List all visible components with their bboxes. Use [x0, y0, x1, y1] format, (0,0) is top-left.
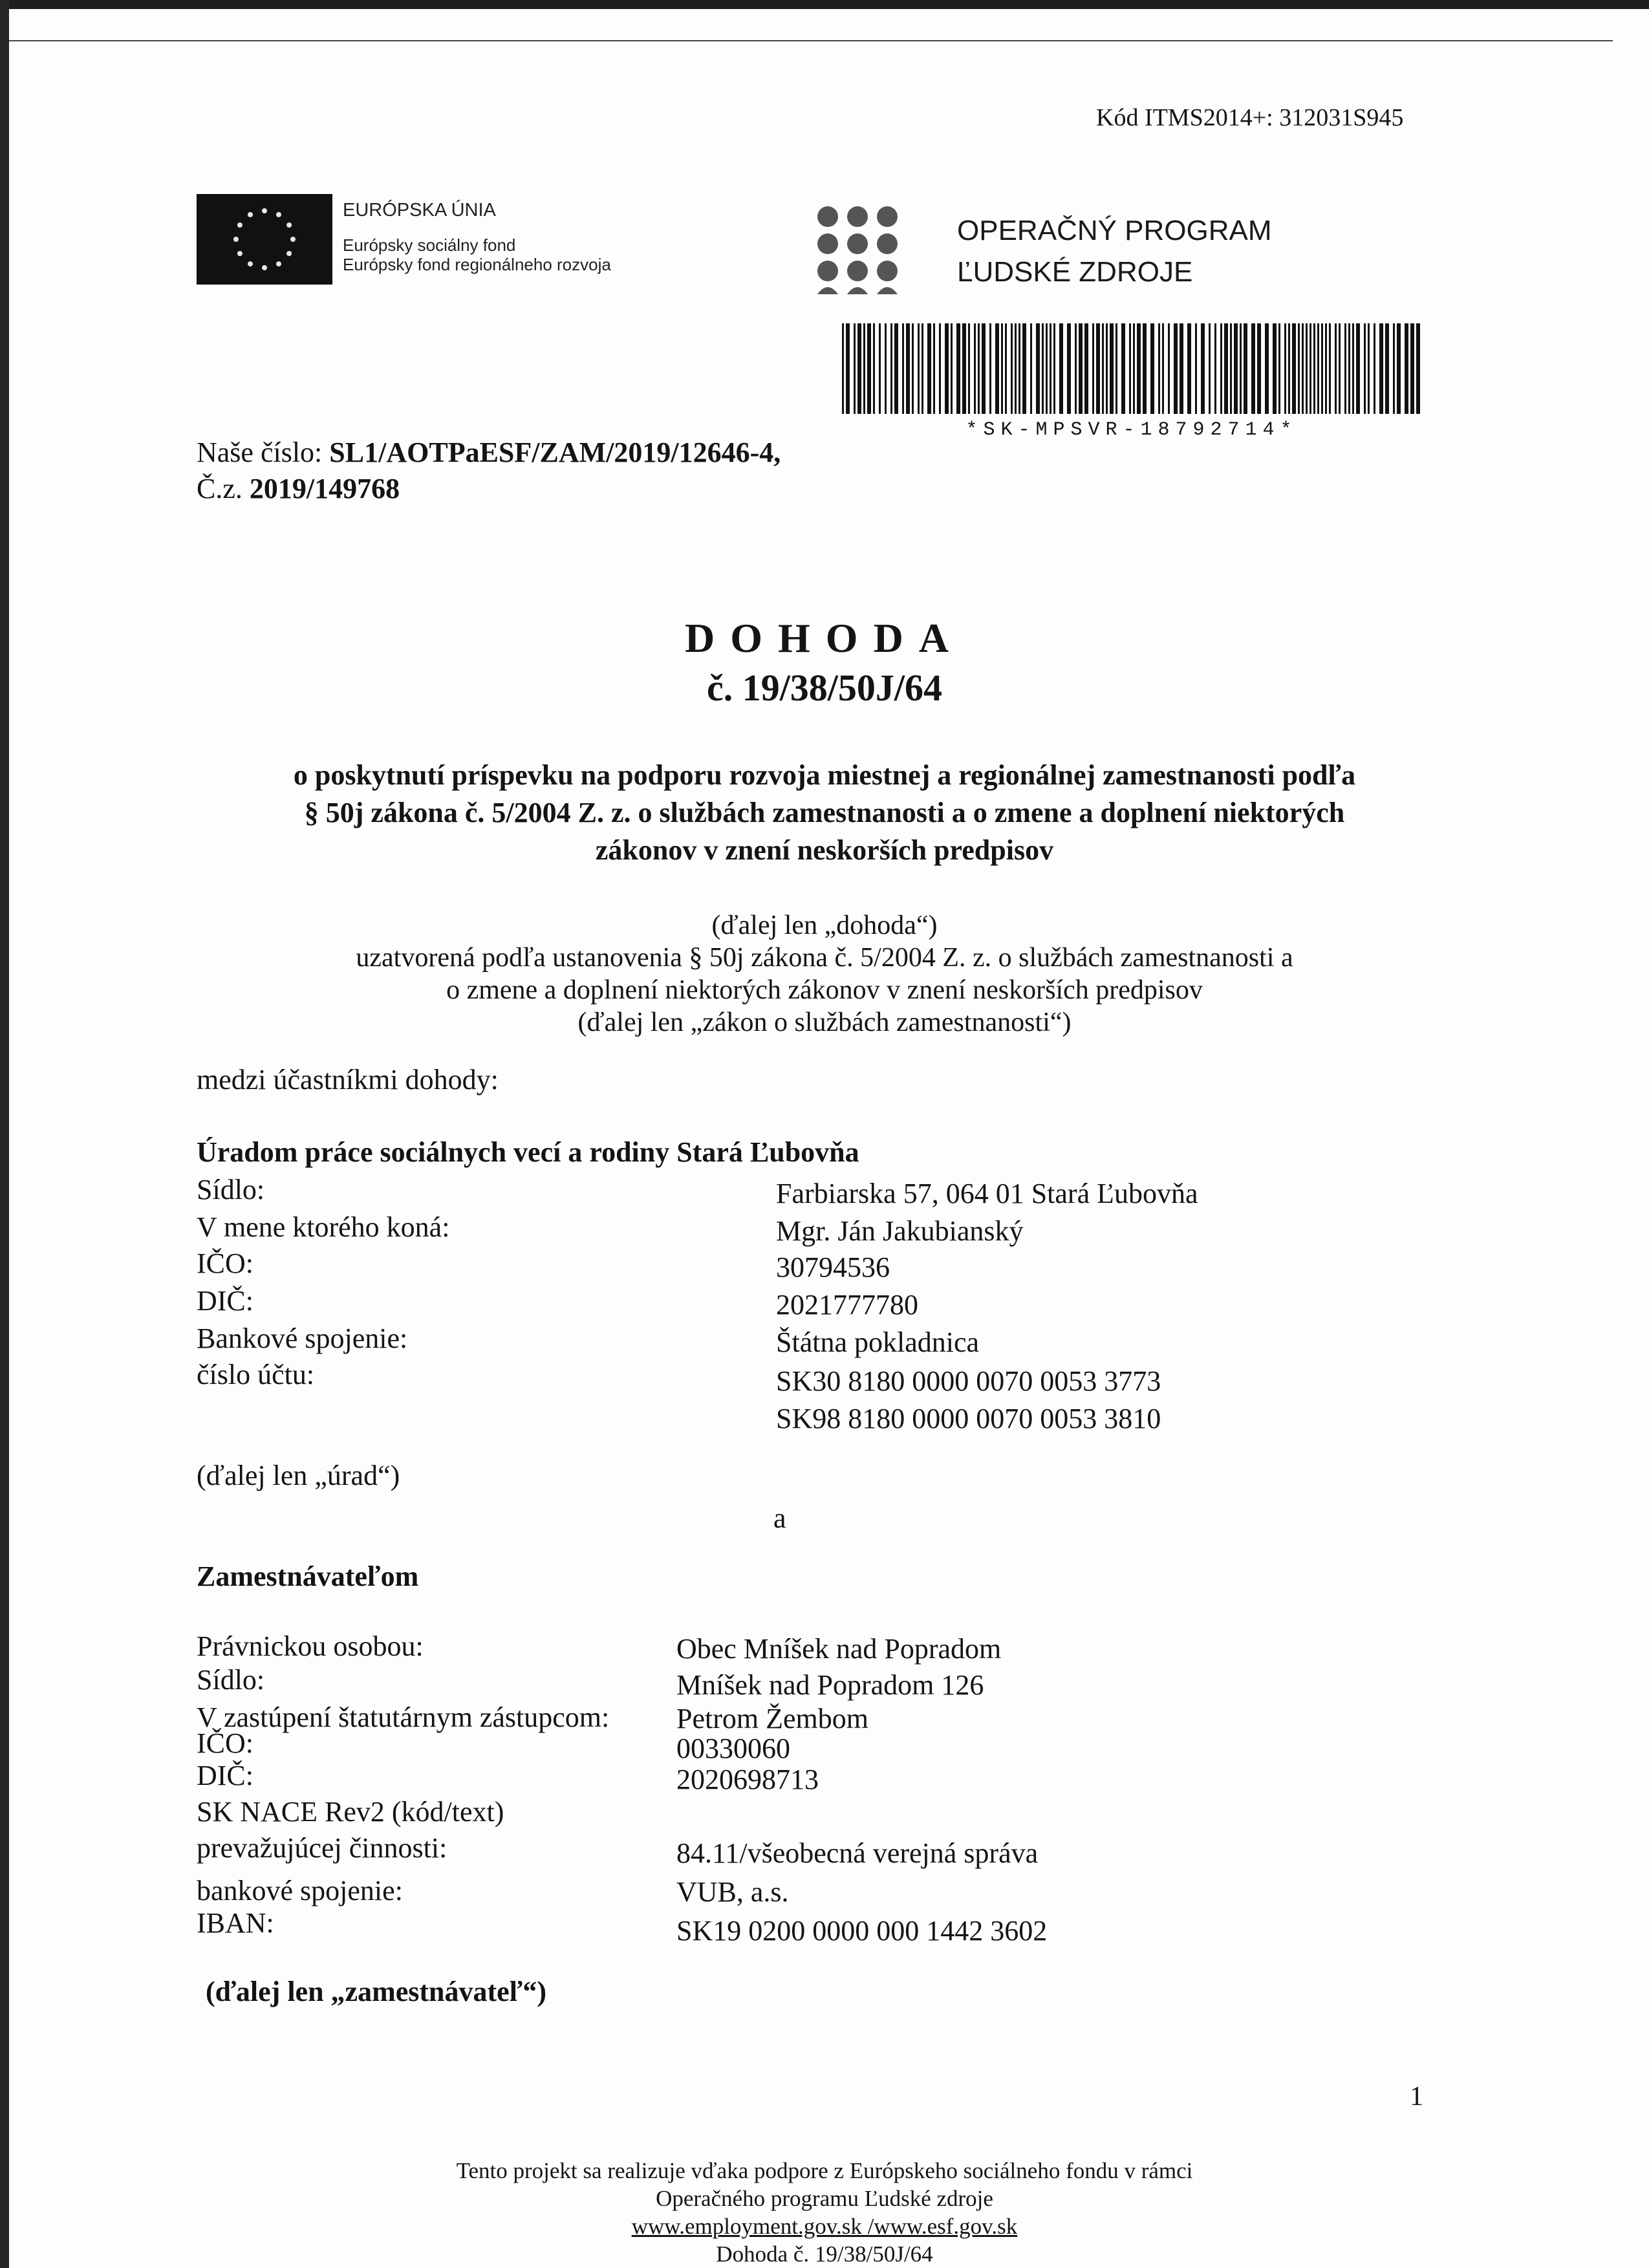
barcode-bar: [1046, 323, 1048, 414]
reference-block: [197, 435, 781, 507]
barcode-bar: [1397, 323, 1401, 414]
barcode-bar: [879, 323, 881, 414]
op-line-1: OPERAČNÝ PROGRAM: [957, 215, 1272, 246]
cz-number-line: [197, 471, 781, 507]
barcode-bar: [902, 323, 904, 414]
agreement-subject: [0, 757, 1649, 869]
employer-label-legal-person: Právnickou osobou:: [197, 1630, 424, 1662]
employer-label-bank: bankové spojenie:: [197, 1875, 403, 1906]
barcode-bar: [1133, 323, 1135, 414]
eu-star-icon: [237, 251, 242, 256]
office-value-account-1: SK30 8180 0000 0070 0053 3773: [776, 1365, 1161, 1397]
barcode-bar: [1168, 323, 1170, 414]
barcode-bar: [873, 323, 875, 414]
barcode-bar: [1374, 323, 1375, 414]
barcode-bar: [974, 323, 976, 414]
barcode-bar: [1187, 323, 1191, 414]
employer-value-representative: Petrom Žembom: [676, 1703, 868, 1734]
barcode-bar: [1348, 323, 1350, 414]
eu-star-icon: [286, 222, 292, 228]
barcode-bar: [1244, 323, 1247, 414]
barcode-bar: [1273, 323, 1277, 414]
barcode-bar: [1298, 323, 1300, 414]
employer-value-bank: VUB, a.s.: [676, 1876, 789, 1908]
barcode-bar: [1278, 323, 1280, 414]
our-number: SL1/AOTPaESF/ZAM/2019/12646-4,: [329, 437, 781, 468]
subject-short-name: (ďalej len „dohoda“): [711, 911, 938, 940]
eu-star-icon: [276, 261, 281, 266]
office-value-seat: Farbiarska 57, 064 01 Stará Ľubovňa: [776, 1178, 1198, 1209]
barcode-bar: [867, 323, 871, 414]
barcode-bar: [918, 323, 920, 414]
our-number-line: [197, 435, 781, 471]
scan-edge-top: [0, 0, 1649, 9]
footer-line-1: Tento projekt sa realizuje vďaka podpore z Európskeho sociálneho fondu v rámci: [456, 2158, 1193, 2183]
barcode-bar: [1344, 323, 1346, 414]
barcode-bar: [1393, 323, 1395, 414]
eu-star-icon: [233, 237, 239, 242]
barcode-bar: [1368, 323, 1370, 414]
barcode-bar: [927, 323, 931, 414]
barcode-bar: [945, 323, 949, 414]
subject-line-3: zákonov v znení neskorších predpisov: [595, 834, 1054, 866]
scan-edge-left: [0, 0, 9, 2268]
office-value-representative: Mgr. Ján Jakubianský: [776, 1215, 1024, 1247]
barcode-bar: [1079, 323, 1083, 414]
barcode-bar: [894, 323, 898, 414]
employer-label-iban: IBAN:: [197, 1907, 274, 1939]
subject-line-2: § 50j zákona č. 5/2004 Z. z. o službách zamestnanosti a o zmene a doplnení niektorých: [304, 797, 1345, 828]
barcode-bar: [1224, 323, 1228, 414]
barcode-bar: [1251, 323, 1255, 414]
barcode-bar: [1137, 323, 1141, 414]
parties-intro: medzi účastníkmi dohody:: [197, 1064, 499, 1096]
barcode-bar: [1084, 323, 1088, 414]
agreed-line-2: o zmene a doplnení niektorých zákonov v znení neskorších predpisov: [446, 975, 1203, 1005]
office-name: Úradom práce sociálnych vecí a rodiny Stará Ľubovňa: [197, 1136, 859, 1168]
barcode-bar: [1150, 323, 1154, 414]
barcode-bar: [1209, 323, 1211, 414]
employer-value-seat: Mníšek nad Popradom 126: [676, 1669, 984, 1701]
barcode-bar: [1005, 323, 1007, 414]
barcode-bar: [1110, 323, 1114, 414]
barcode-bar: [1059, 323, 1063, 414]
barcode-bar: [1329, 323, 1331, 414]
subject-line-1: o poskytnutí príspevku na podporu rozvoja miestnej a regionálnej zamestnanosti podľa: [293, 759, 1356, 791]
barcode-bar: [906, 323, 910, 414]
barcode-bar: [1162, 323, 1164, 414]
office-label-dic: DIČ:: [197, 1285, 253, 1317]
footer-line-2: Operačného programu Ľudské zdroje: [656, 2186, 993, 2211]
office-label-representative: V mene ktorého koná:: [197, 1211, 450, 1243]
barcode-bar: [1265, 323, 1269, 414]
barcode-bar: [846, 323, 850, 414]
barcode-bar: [951, 323, 953, 414]
barcode-bar: [1385, 323, 1389, 414]
barcode-bar: [1356, 323, 1360, 414]
barcode-bar: [1180, 323, 1183, 414]
barcode-bar: [912, 323, 914, 414]
barcode-bar: [1335, 323, 1337, 414]
page-number: 1: [1410, 2082, 1423, 2111]
barcode-bar: [1106, 323, 1108, 414]
employer-value-legal-person: Obec Mníšek nad Popradom: [676, 1633, 1002, 1665]
op-logo-text: [957, 210, 1272, 293]
eu-star-icon: [290, 237, 296, 242]
barcode-bar: [1379, 323, 1383, 414]
barcode-bar: [1053, 323, 1055, 414]
office-value-ico: 30794536: [776, 1251, 890, 1283]
agreed-line-1: uzatvorená podľa ustanovenia § 50j zákona č. 5/2004 Z. z. o službách zamestnanosti a: [356, 943, 1293, 973]
barcode-bar: [1321, 323, 1323, 414]
agreed-under: [0, 909, 1649, 1039]
eu-star-icon: [262, 208, 267, 213]
barcode-bar: [939, 323, 941, 414]
office-label-seat: Sídlo:: [197, 1174, 265, 1205]
barcode-bar: [1292, 323, 1296, 414]
barcode-bar: [1067, 323, 1071, 414]
employer-value-iban: SK19 0200 0000 000 1442 3602: [676, 1915, 1048, 1947]
barcode-bar: [1096, 323, 1100, 414]
eu-union-label: EURÓPSKA ÚNIA: [343, 200, 496, 221]
barcode-bar: [1288, 323, 1290, 414]
employer-label-dic: DIČ:: [197, 1760, 253, 1791]
barcode-bar: [1129, 323, 1131, 414]
barcode-bar: [1257, 323, 1261, 414]
employer-value-dic: 2020698713: [676, 1764, 819, 1795]
barcode-bar: [1092, 323, 1094, 414]
barcode-bar: [1001, 323, 1003, 414]
eu-logo-text: [343, 198, 611, 274]
agreement-number: č. 19/38/50J/64: [706, 667, 943, 709]
barcode-bar: [1195, 323, 1197, 414]
barcode-bar: [1116, 323, 1117, 414]
office-value-bank: Štátna pokladnica: [776, 1326, 980, 1358]
agreed-line-3: (ďalej len „zákon o službách zamestnanosti“): [577, 1008, 1072, 1037]
barcode-bar: [1230, 323, 1232, 414]
barcode-bar: [1102, 323, 1104, 414]
header-rule: [9, 40, 1613, 41]
employer-short-name: (ďalej len „zamestnávateľ“): [206, 1976, 546, 2007]
footer-links[interactable]: www.employment.gov.sk /www.esf.gov.sk: [631, 2214, 1018, 2239]
barcode-bar: [1214, 323, 1216, 414]
eu-flag-icon: [197, 194, 332, 285]
eu-star-icon: [286, 251, 292, 256]
barcode-bar: [1220, 323, 1222, 414]
barcode-bar: [1352, 323, 1354, 414]
op-dots-logo-icon: [814, 204, 904, 297]
cz-number: 2019/149768: [249, 473, 400, 504]
barcode-bar: [978, 323, 980, 414]
eu-star-icon: [248, 261, 253, 266]
eu-star-icon: [237, 222, 242, 228]
barcode-bar: [1284, 323, 1286, 414]
barcode-bar: [1317, 323, 1319, 414]
barcode-bar: [1036, 323, 1040, 414]
barcode-bar: [842, 323, 844, 414]
barcode-bar: [1310, 323, 1311, 414]
employer-label-activity: prevažujúcej činnosti:: [197, 1832, 447, 1864]
barcode-bar: [1410, 323, 1414, 414]
barcode-bar: [1075, 323, 1077, 414]
parties-conjunction: a: [773, 1502, 786, 1534]
barcode-text: *SK-MPSVR-18792714*: [965, 419, 1298, 441]
barcode-bar: [962, 323, 966, 414]
employer-label-nace: SK NACE Rev2 (kód/text): [197, 1796, 504, 1828]
office-label-account: číslo účtu:: [197, 1359, 315, 1390]
barcode-bar: [1022, 323, 1026, 414]
office-value-account-2: SK98 8180 0000 0070 0053 3810: [776, 1403, 1161, 1434]
barcode-bar: [1174, 323, 1178, 414]
barcode-bar: [885, 323, 887, 414]
barcode-bar: [1302, 323, 1304, 414]
barcode-bar: [1121, 323, 1125, 414]
barcode-bar: [989, 323, 991, 414]
footer: [0, 2157, 1649, 2268]
barcode-bar: [1030, 323, 1032, 414]
document-title: DOHODA: [685, 615, 964, 661]
eu-star-icon: [276, 212, 281, 217]
employer-label-ico: IČO:: [197, 1727, 253, 1759]
employer-label-representative: V zastúpení štatutárnym zástupcom:: [197, 1701, 610, 1733]
barcode-bar: [982, 323, 986, 414]
office-short-name: (ďalej len „úrad“): [197, 1460, 400, 1491]
office-value-dic: 2021777780: [776, 1289, 918, 1321]
barcode-bar: [995, 323, 999, 414]
footer-agreement-ref: Dohoda č. 19/38/50J/64: [716, 2241, 933, 2267]
employer-value-activity: 84.11/všeobecná verejná správa: [676, 1837, 1039, 1869]
barcode-bar: [1011, 323, 1013, 414]
barcode-bar: [1158, 323, 1160, 414]
barcode-bar: [956, 323, 960, 414]
barcode-bar: [1018, 323, 1020, 414]
barcode-bar: [1050, 323, 1051, 414]
office-label-ico: IČO:: [197, 1247, 253, 1279]
barcode: [841, 323, 1423, 414]
eu-star-icon: [248, 212, 253, 217]
eu-star-icon: [262, 265, 267, 270]
eu-fund-regional: Európsky fond regionálneho rozvoja: [343, 255, 611, 274]
barcode-bar: [1234, 323, 1238, 414]
employer-value-ico: 00330060: [676, 1733, 790, 1764]
eu-fund-social: Európsky sociálny fond: [343, 235, 516, 255]
barcode-bar: [1015, 323, 1017, 414]
barcode-bar: [1042, 323, 1044, 414]
employer-heading: Zamestnávateľom: [197, 1561, 419, 1592]
barcode-bar: [1201, 323, 1205, 414]
barcode-bar: [1325, 323, 1327, 414]
barcode-bar: [1306, 323, 1308, 414]
barcode-bar: [857, 323, 861, 414]
our-number-label: Naše číslo:: [197, 437, 330, 468]
office-label-bank: Bankové spojenie:: [197, 1323, 408, 1354]
barcode-bar: [890, 323, 892, 414]
barcode-bar: [1143, 323, 1147, 414]
barcode-bar: [933, 323, 935, 414]
employer-label-seat: Sídlo:: [197, 1664, 265, 1696]
barcode-bar: [1416, 323, 1420, 414]
barcode-bar: [854, 323, 856, 414]
barcode-bar: [1339, 323, 1341, 414]
itms-code: Kód ITMS2014+: 312031S945: [1096, 104, 1404, 131]
barcode-bar: [1240, 323, 1242, 414]
barcode-bar: [1313, 323, 1315, 414]
barcode-bar: [863, 323, 865, 414]
op-line-2: ĽUDSKÉ ZDROJE: [957, 256, 1193, 288]
barcode-bar: [968, 323, 970, 414]
barcode-bar: [1405, 323, 1408, 414]
cz-label: Č.z.: [197, 473, 250, 504]
barcode-bar: [921, 323, 923, 414]
barcode-bar: [1364, 323, 1366, 414]
